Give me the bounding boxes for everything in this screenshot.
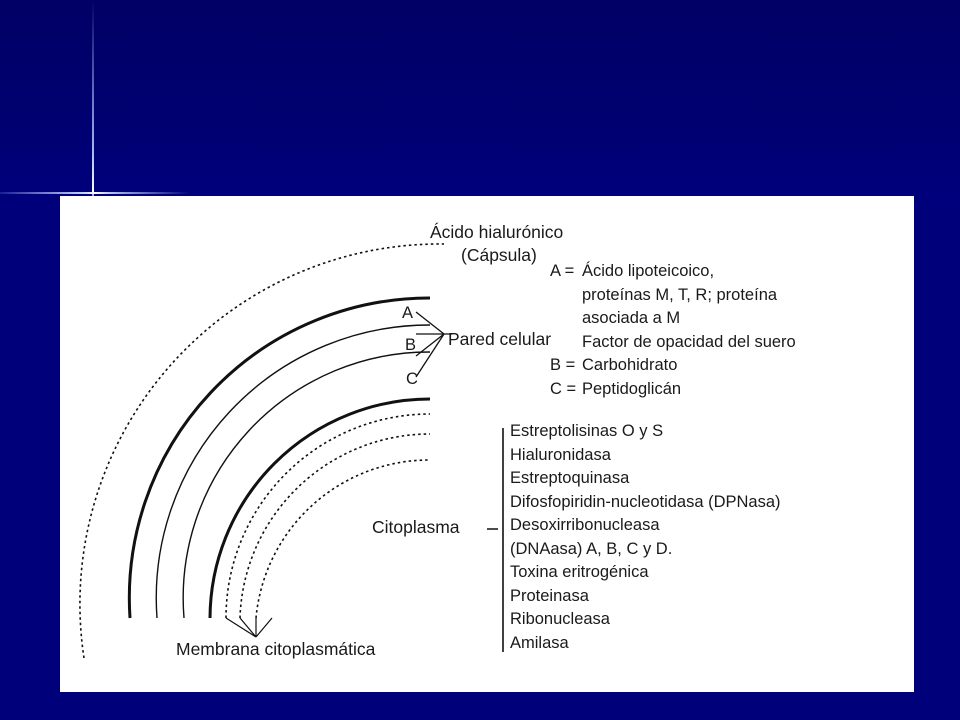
membrane-pointer-lines	[226, 618, 272, 637]
legend-row	[550, 260, 796, 284]
legend-row	[550, 354, 796, 378]
list-item: Estreptolisinas O y S	[510, 422, 664, 440]
list-item: Amilasa	[510, 633, 569, 652]
list-item: Difosfopiridin-nucleotidasa (DPNasa)	[510, 492, 781, 511]
wall-layer-b-arc	[183, 352, 430, 618]
layer-letter-b: B	[405, 336, 417, 354]
wall-inner-arc	[210, 399, 430, 618]
capsule-arc	[80, 244, 444, 658]
legend-row	[550, 284, 796, 308]
cell-wall-label: Pared celular	[448, 329, 552, 349]
list-item: Proteinasa	[510, 586, 589, 605]
membrane-label: Membrana citoplasmática	[176, 639, 376, 659]
wall-bracket	[416, 312, 452, 377]
list-item: Estreptoquinasa	[510, 469, 630, 487]
slide-top-band	[0, 0, 960, 196]
cell-wall-legend	[550, 260, 796, 401]
cytoplasm-label: Citoplasma	[372, 517, 460, 537]
capsule-label-line2: (Cápsula)	[461, 245, 537, 265]
light-flare-horizontal	[0, 192, 190, 194]
layer-letter-a: A	[402, 304, 414, 322]
membrane-arc-3	[256, 460, 430, 618]
legend-text: Peptidoglicán	[582, 379, 682, 398]
diagram-panel	[60, 196, 914, 692]
list-item: Hialuronidasa	[510, 445, 611, 464]
legend-row	[550, 378, 796, 402]
legend-text: proteínas M, T, R; proteína	[582, 285, 778, 304]
legend-text: Ácido lipoteicoico,	[582, 262, 715, 280]
legend-key: C =	[550, 379, 577, 398]
cytoplasm-bracket	[487, 428, 503, 652]
light-flare-vertical	[92, 0, 94, 200]
membrane-arc-1	[226, 414, 430, 618]
capsule-label-line1: Ácido hialurónico	[430, 222, 564, 242]
layer-letter-c: C	[406, 370, 418, 388]
list-item: Desoxirribonucleasa	[510, 516, 660, 534]
legend-key: A =	[550, 262, 575, 280]
legend-row	[550, 307, 796, 331]
legend-key: B =	[550, 356, 576, 374]
list-item: Ribonucleasa	[510, 610, 610, 628]
legend-key	[550, 307, 582, 331]
list-item: Toxina eritrogénica	[510, 563, 649, 581]
legend-text: Carbohidrato	[582, 356, 678, 374]
list-item: (DNAasa) A, B, C y D.	[510, 539, 673, 558]
wall-layer-a-arc	[156, 325, 430, 618]
legend-row	[550, 331, 796, 355]
legend-key	[550, 284, 582, 308]
legend-key	[550, 331, 582, 355]
legend-text: asociada a M	[582, 309, 681, 327]
cytoplasm-products-list	[510, 420, 781, 655]
legend-text: Factor de opacidad del suero	[582, 332, 796, 351]
